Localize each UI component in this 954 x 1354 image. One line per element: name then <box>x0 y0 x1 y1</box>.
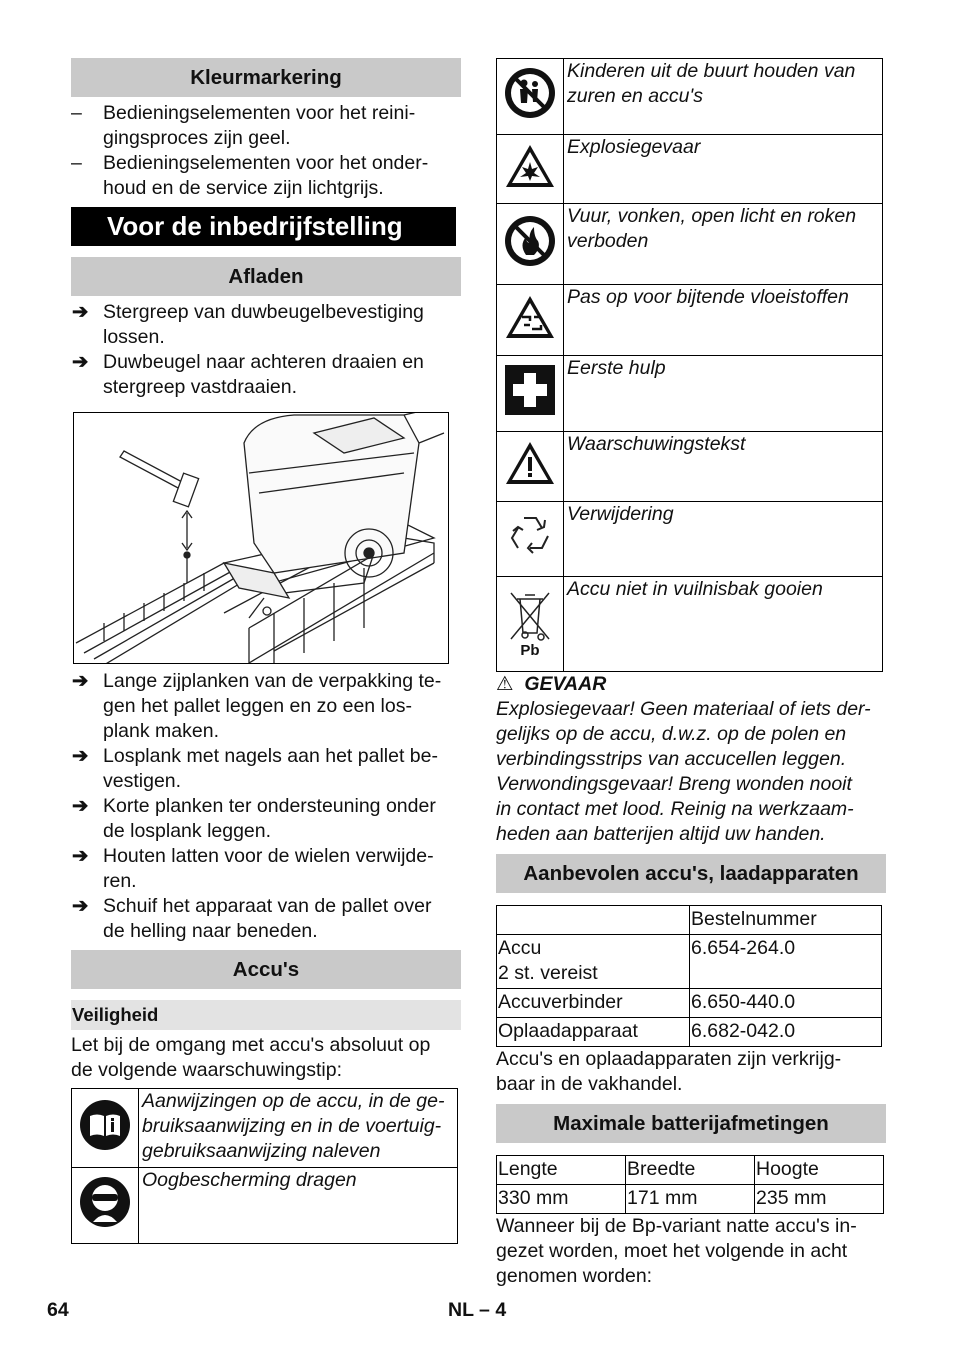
step-item: ➔ Schuif het apparaat van de pallet over de helling naar beneden. <box>72 895 432 942</box>
arrow-icon: ➔ <box>72 845 89 867</box>
table-row: 330 mm 171 mm 235 mm <box>497 1185 884 1214</box>
keep-children-away-icon <box>497 59 564 135</box>
table-row <box>497 906 882 935</box>
arrow-icon: ➔ <box>72 670 89 692</box>
recommended-table <box>496 905 882 1047</box>
arrow-icon: ➔ <box>72 745 89 767</box>
symbol-text: Oogbescherming dragen <box>139 1168 458 1244</box>
symbol-text: Waarschuwingstekst <box>564 432 883 502</box>
heading-maxdims: Maximale batterijafmetingen <box>496 1104 886 1143</box>
heading-afladen: Afladen <box>71 257 461 296</box>
table-row <box>72 1168 458 1244</box>
right-column <box>496 58 886 1289</box>
table-row <box>497 204 883 285</box>
no-bin-pb-icon <box>497 577 564 672</box>
column-header: Bestelnummer <box>690 906 882 935</box>
step-item: ➔ Duwbeugel naar achteren draaien en stergreep vastdraaien. <box>72 351 424 398</box>
table-row <box>497 577 883 672</box>
table-row: Accuverbinder 6.650-440.0 <box>497 989 882 1018</box>
danger-heading: ⚠ GEVAAR <box>496 673 607 695</box>
symbol-text: Eerste hulp <box>564 356 883 432</box>
symbol-text: Pas op voor bijtende vloeistoffen <box>564 285 883 356</box>
heading-recommended: Aanbevolen accu's, laadapparaten <box>496 854 886 893</box>
dimensions-table <box>496 1155 884 1214</box>
warning-icon <box>497 432 564 502</box>
list-item: – Bedieningselementen voor het onder- houd en de service zijn lichtgrijs. <box>71 152 429 199</box>
step-item: ➔ Stergreep van duwbeugelbevestiging lossen. <box>72 301 424 348</box>
unloading-illustration <box>73 412 449 664</box>
left-column <box>71 58 461 1244</box>
table-row <box>497 432 883 502</box>
heading-accus: Accu's <box>71 950 461 989</box>
table-row <box>497 356 883 432</box>
table-row <box>497 135 883 204</box>
language-page-label: NL – 4 <box>448 1299 507 1321</box>
arrow-icon: ➔ <box>72 895 89 917</box>
list-item: – Bedieningselementen voor het reini- gingsproces zijn geel. <box>71 102 416 149</box>
heading-kleurmarkering: Kleurmarkering <box>71 58 461 97</box>
heading-veiligheid: Veiligheid <box>71 1000 461 1030</box>
explosion-hazard-icon <box>497 135 564 204</box>
eye-protection-icon <box>72 1168 139 1244</box>
section-title: Voor de inbedrijfstelling <box>71 207 456 246</box>
symbol-text: Kinderen uit de buurt houden van zuren en accu's <box>564 59 883 135</box>
table-row: Accu 2 st. vereist 6.654-264.0 <box>497 935 882 989</box>
symbol-text: Vuur, vonken, open licht en roken verboden <box>564 204 883 285</box>
unloading-steps-a <box>71 300 461 400</box>
table-row: Lengte Breedte Hoogte <box>497 1156 884 1185</box>
symbol-text: Aanwijzingen op de accu, in de ge- bruiksaanwijzing en in de voertuig- gebruiksaanwijzing naleven <box>139 1089 458 1168</box>
table-row <box>497 285 883 356</box>
color-marking-list <box>71 101 461 201</box>
symbol-text: Explosiegevaar <box>564 135 883 204</box>
arrow-icon: ➔ <box>72 351 89 373</box>
table-row <box>497 502 883 577</box>
unloading-steps-b <box>71 669 461 944</box>
svg-text:Pb: Pb <box>520 641 540 657</box>
safety-symbol-table-right <box>496 58 883 672</box>
corrosive-icon <box>497 285 564 356</box>
recycling-icon <box>497 502 564 577</box>
table-row <box>497 59 883 135</box>
step-item: ➔ Losplank met nagels aan het pallet be- vestigen. <box>72 745 438 792</box>
wet-battery-note: Wanneer bij de Bp-variant natte accu's in- gezet worden, moet het volgende in acht genomen worden: <box>496 1215 857 1287</box>
arrow-icon: ➔ <box>72 301 89 323</box>
safety-intro: Let bij de omgang met accu's absoluut op de volgende waarschuwingstip: <box>71 1034 431 1081</box>
step-item: ➔ Lange zijplanken van de verpakking te- gen het pallet leggen en zo een los- plank maken. <box>72 670 442 742</box>
step-item: ➔ Korte planken ter ondersteuning onder de losplank leggen. <box>72 795 436 842</box>
symbol-text: Verwijdering <box>564 502 883 577</box>
warning-icon: ⚠ <box>496 673 514 695</box>
no-fire-icon <box>497 204 564 285</box>
availability-note: Accu's en oplaadapparaten zijn verkrijg- baar in de vakhandel. <box>496 1048 842 1095</box>
first-aid-icon <box>497 356 564 432</box>
symbol-text: Accu niet in vuilnisbak gooien <box>564 577 883 672</box>
danger-text: Explosiegevaar! Geen materiaal of iets der- gelijks op de accu, d.w.z. op de polen en verbindingsstrips van accucellen leggen. Verwondingsgevaar! Breng wonden nooit in contact met lood. Reinig na werkzaam- heden aan batterijen altijd uw handen. <box>496 698 871 845</box>
safety-symbol-table-left <box>71 1088 458 1244</box>
arrow-icon: ➔ <box>72 795 89 817</box>
table-row: Oplaadapparaat 6.682-042.0 <box>497 1018 882 1047</box>
manual-info-icon <box>72 1089 139 1168</box>
table-row <box>72 1089 458 1168</box>
page-number: 64 <box>47 1299 69 1321</box>
step-item: ➔ Houten latten voor de wielen verwijde- ren. <box>72 845 434 892</box>
